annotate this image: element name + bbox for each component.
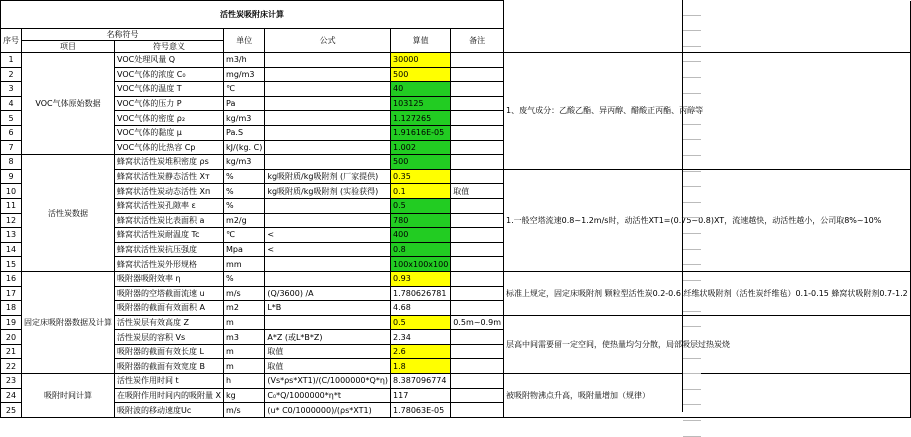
grid-cell <box>683 94 701 110</box>
cell-remark[interactable] <box>451 53 504 68</box>
cell-formula[interactable] <box>265 257 391 272</box>
cell-unit[interactable]: kJ/(kg. C) <box>224 140 265 155</box>
grid-cell <box>683 203 701 219</box>
cell-unit[interactable]: Mpa <box>224 242 265 257</box>
cell-unit[interactable]: m3/h <box>224 53 265 68</box>
cell-formula[interactable]: (Vs*ρs*XT1)/(C/1000000*Q*η) <box>265 374 391 389</box>
cell-formula[interactable]: C₀*Q/1000000*η*t <box>265 388 391 403</box>
grid-cell <box>683 405 701 421</box>
cell-value[interactable]: 100x100x100 <box>391 257 451 272</box>
grid-cell <box>683 47 701 63</box>
cell-meaning[interactable]: 吸附波的移动速度Uc <box>115 403 224 418</box>
header-remark: 备注 <box>451 29 504 53</box>
cell-value[interactable]: 0.5 <box>391 198 451 213</box>
cell-formula[interactable] <box>265 82 391 97</box>
row-number: 7 <box>1 140 22 155</box>
cell-meaning[interactable]: 吸附器的截面有效宽度 B <box>115 359 224 374</box>
row-number: 6 <box>1 125 22 140</box>
cell-value[interactable]: 0.93 <box>391 271 451 286</box>
cell-meaning[interactable]: VOC气体的温度 T <box>115 82 224 97</box>
group-label: 吸附时间计算 <box>22 374 115 418</box>
cell-formula[interactable]: (Q/3600) /A <box>265 286 391 301</box>
cell-meaning[interactable]: VOC气体的比热容 Cp <box>115 140 224 155</box>
cell-meaning[interactable]: 蜂窝状活性炭堆积密度 ρs <box>115 155 224 170</box>
cell-value[interactable]: 2.6 <box>391 344 451 359</box>
grid-cell <box>683 31 701 47</box>
grid-cell <box>683 218 701 234</box>
cell-meaning[interactable]: 蜂窝状活性炭孔隙率 ε <box>115 198 224 213</box>
header-item: 项目 <box>22 41 115 53</box>
cell-unit[interactable]: m2 <box>224 301 265 316</box>
cell-meaning[interactable]: VOC气体的密度 ρ₂ <box>115 111 224 126</box>
cell-unit[interactable]: ℃ <box>224 82 265 97</box>
cell-formula[interactable] <box>265 125 391 140</box>
cell-formula[interactable]: L*B <box>265 301 391 316</box>
cell-formula[interactable]: < <box>265 242 391 257</box>
cell-unit[interactable]: kg <box>224 388 265 403</box>
cell-value[interactable]: 400 <box>391 228 451 243</box>
grid-cell <box>683 374 701 390</box>
cell-formula[interactable]: (u* C0/1000000)/(ρs*XT1) <box>265 403 391 418</box>
cell-meaning[interactable]: VOC气体的浓度 C₀ <box>115 67 224 82</box>
grid-cell <box>683 140 701 156</box>
cell-remark[interactable] <box>451 344 504 359</box>
header-meaning: 符号意义 <box>115 41 224 53</box>
cell-formula[interactable]: < <box>265 228 391 243</box>
cell-remark[interactable] <box>451 155 504 170</box>
row-number: 2 <box>1 67 22 82</box>
cell-formula[interactable] <box>265 96 391 111</box>
group-label: 固定床吸附器数据及计算 <box>22 271 115 373</box>
cell-value[interactable]: 103125 <box>391 96 451 111</box>
cell-formula[interactable]: kg吸附质/kg吸附剂 (实验获得) <box>265 184 391 199</box>
cell-formula[interactable] <box>265 315 391 330</box>
cell-remark[interactable] <box>451 198 504 213</box>
side-note: 被吸附物沸点升高，吸附量增加（规律） <box>504 374 911 418</box>
grid-cell <box>683 156 701 172</box>
sheet-title: 活性炭吸附床计算 <box>1 1 504 29</box>
table-row <box>1 374 911 389</box>
table-row <box>1 315 911 330</box>
cell-unit[interactable]: m/s <box>224 286 265 301</box>
cell-meaning[interactable]: 蜂窝状活性炭动态活性 Xп <box>115 184 224 199</box>
cell-unit[interactable]: % <box>224 198 265 213</box>
cell-value[interactable]: 8.387096774 <box>391 374 451 389</box>
cell-value[interactable]: 1.002 <box>391 140 451 155</box>
group-label: 活性炭数据 <box>22 155 115 272</box>
cell-value[interactable]: 30000 <box>391 53 451 68</box>
cell-value[interactable]: 0.5 <box>391 315 451 330</box>
group-label: VOC气体原始数据 <box>22 53 115 155</box>
cell-value[interactable]: 0.1 <box>391 184 451 199</box>
row-number: 24 <box>1 388 22 403</box>
row-number: 16 <box>1 271 22 286</box>
cell-remark[interactable] <box>451 228 504 243</box>
cell-unit[interactable]: Pa.S <box>224 125 265 140</box>
grid-cell <box>683 250 701 266</box>
cell-value[interactable]: 1.78063E-05 <box>391 403 451 418</box>
header-unit: 单位 <box>224 29 265 53</box>
side-note: 层高中间需要留一定空间，使热量均匀分散，局部吸层过热炭烧 <box>504 315 911 373</box>
row-number: 25 <box>1 403 22 418</box>
row-number: 22 <box>1 359 22 374</box>
cell-remark[interactable] <box>451 374 504 389</box>
grid-cell <box>683 312 701 328</box>
grid-cell <box>683 296 701 312</box>
cell-value[interactable]: 1.91616E-05 <box>391 125 451 140</box>
row-number: 21 <box>1 344 22 359</box>
cell-value[interactable]: 780 <box>391 213 451 228</box>
cell-unit[interactable]: kg/m3 <box>224 155 265 170</box>
cell-remark[interactable] <box>451 271 504 286</box>
grid-cell <box>683 172 701 188</box>
cell-meaning[interactable]: 蜂窝状活性炭耐温度 Tc <box>115 228 224 243</box>
cell-formula[interactable] <box>265 53 391 68</box>
cell-formula[interactable] <box>265 111 391 126</box>
table-body <box>1 53 911 418</box>
grid-cell <box>683 359 701 375</box>
header-value: 算值 <box>391 29 451 53</box>
row-number: 13 <box>1 228 22 243</box>
cell-meaning[interactable]: 吸附器吸附效率 η <box>115 271 224 286</box>
header-seq: 序号 <box>1 29 22 53</box>
cell-meaning[interactable]: 蜂窝状活性炭抗压强度 <box>115 242 224 257</box>
cell-unit[interactable]: m2/g <box>224 213 265 228</box>
row-number: 3 <box>1 82 22 97</box>
cell-meaning[interactable]: 蜂窝状活性炭比表面积 a <box>115 213 224 228</box>
grid-cell <box>683 281 701 297</box>
grid-cell <box>683 265 701 281</box>
cell-remark[interactable] <box>451 82 504 97</box>
side-note: 1、废气成分：乙酸乙酯、异丙醇、醋酸正丙酯、丙醇等 <box>504 53 911 170</box>
row-number: 15 <box>1 257 22 272</box>
cell-meaning[interactable]: 活性炭层的容积 Vs <box>115 330 224 345</box>
cell-unit[interactable]: % <box>224 271 265 286</box>
cell-formula[interactable] <box>265 213 391 228</box>
row-number: 23 <box>1 374 22 389</box>
table-row <box>1 53 911 68</box>
cell-meaning[interactable]: 蜂窝状活性炭静态活性 Xт <box>115 169 224 184</box>
cell-remark[interactable]: 取值 <box>451 184 504 199</box>
cell-value[interactable]: 117 <box>391 388 451 403</box>
cell-value[interactable]: 1.8 <box>391 359 451 374</box>
cell-remark[interactable] <box>451 257 504 272</box>
cell-remark[interactable] <box>451 330 504 345</box>
cell-meaning[interactable]: 吸附器的截面有效面积 A <box>115 301 224 316</box>
cell-meaning[interactable]: 蜂窝状活性炭外形规格 <box>115 257 224 272</box>
cell-formula[interactable]: A*Z (或L*B*Z) <box>265 330 391 345</box>
cell-value[interactable]: 1.780626781 <box>391 286 451 301</box>
grid-cell <box>683 0 701 16</box>
row-number: 18 <box>1 301 22 316</box>
cell-meaning[interactable]: VOC气体的黏度 μ <box>115 125 224 140</box>
cell-meaning[interactable]: VOC处理风量 Q <box>115 53 224 68</box>
cell-remark[interactable]: 0.5m~0.9m <box>451 315 504 330</box>
cell-meaning[interactable]: 吸附器的空塔截面流速 u <box>115 286 224 301</box>
grid-cell <box>683 390 701 406</box>
grid-cell <box>683 234 701 250</box>
cell-unit[interactable]: m/s <box>224 403 265 418</box>
cell-remark[interactable] <box>451 111 504 126</box>
header-name: 名称符号 <box>22 29 224 41</box>
table-row <box>1 169 911 184</box>
grid-cell <box>683 187 701 203</box>
cell-unit[interactable]: kg/m3 <box>224 111 265 126</box>
cell-value[interactable]: 2.34 <box>391 330 451 345</box>
row-number: 14 <box>1 242 22 257</box>
side-note: 标准上规定，固定床吸附剂 颗粒型活性炭0.2-0.6 纤维状吸附剂（活性炭纤维毡）0.1-0.15 蜂窝状吸附剂0.7-1.2 <box>504 271 911 315</box>
cell-remark[interactable] <box>451 96 504 111</box>
cell-value[interactable]: 4.68 <box>391 301 451 316</box>
grid-cell <box>683 343 701 359</box>
row-number: 17 <box>1 286 22 301</box>
grid-cell <box>683 62 701 78</box>
row-number: 20 <box>1 330 22 345</box>
next-column <box>682 0 701 412</box>
cell-unit[interactable]: ℃ <box>224 228 265 243</box>
cell-remark[interactable] <box>451 169 504 184</box>
cell-formula[interactable]: 取值 <box>265 344 391 359</box>
cell-meaning[interactable]: 活性炭作用时间 t <box>115 374 224 389</box>
cell-remark[interactable] <box>451 125 504 140</box>
row-number: 4 <box>1 96 22 111</box>
row-number: 1 <box>1 53 22 68</box>
row-number: 8 <box>1 155 22 170</box>
side-note: 1.一般空塔流速0.8~1.2m/s时，动活性XT1=(0.75~0.8)XT，流速越快，动活性越小，公司取8%~10% <box>504 169 911 271</box>
cell-remark[interactable] <box>451 403 504 418</box>
grid-cell <box>683 109 701 125</box>
cell-formula[interactable] <box>265 271 391 286</box>
cell-value[interactable]: 500 <box>391 155 451 170</box>
cell-value[interactable]: 1.127265 <box>391 111 451 126</box>
row-number: 12 <box>1 213 22 228</box>
cell-remark[interactable] <box>451 301 504 316</box>
row-number: 10 <box>1 184 22 199</box>
cell-formula[interactable] <box>265 140 391 155</box>
grid-cell <box>683 78 701 94</box>
cell-remark[interactable] <box>451 67 504 82</box>
grid-cell <box>683 125 701 141</box>
cell-unit[interactable]: Pa <box>224 96 265 111</box>
cell-unit[interactable]: h <box>224 374 265 389</box>
cell-unit[interactable]: mg/m3 <box>224 67 265 82</box>
cell-meaning[interactable]: 活性炭层有效高度 Z <box>115 315 224 330</box>
row-number: 9 <box>1 169 22 184</box>
grid-cell <box>683 327 701 343</box>
cell-unit[interactable]: % <box>224 169 265 184</box>
cell-meaning[interactable]: 吸附器的截面有效长度 L <box>115 344 224 359</box>
cell-remark[interactable] <box>451 140 504 155</box>
row-number: 19 <box>1 315 22 330</box>
cell-unit[interactable]: m <box>224 315 265 330</box>
note-empty <box>504 1 911 53</box>
cell-remark[interactable] <box>451 388 504 403</box>
cell-unit[interactable]: m <box>224 359 265 374</box>
cell-value[interactable]: 0.8 <box>391 242 451 257</box>
cell-unit[interactable]: m <box>224 344 265 359</box>
cell-remark[interactable] <box>451 242 504 257</box>
cell-unit[interactable]: % <box>224 184 265 199</box>
cell-meaning[interactable]: VOC气体的压力 P <box>115 96 224 111</box>
cell-unit[interactable]: mm <box>224 257 265 272</box>
cell-formula[interactable] <box>265 198 391 213</box>
table-row <box>1 271 911 286</box>
cell-formula[interactable] <box>265 67 391 82</box>
cell-meaning[interactable]: 在吸附作用时间内的吸附量 X <box>115 388 224 403</box>
row-number: 5 <box>1 111 22 126</box>
grid-cell <box>683 16 701 32</box>
cell-value[interactable]: 500 <box>391 67 451 82</box>
row-number: 11 <box>1 198 22 213</box>
cell-remark[interactable] <box>451 213 504 228</box>
cell-formula[interactable]: kg吸附质/kg吸附剂 (厂家提供) <box>265 169 391 184</box>
cell-value[interactable]: 0.35 <box>391 169 451 184</box>
header-formula: 公式 <box>265 29 391 53</box>
cell-formula[interactable]: 取值 <box>265 359 391 374</box>
cell-remark[interactable] <box>451 286 504 301</box>
cell-value[interactable]: 40 <box>391 82 451 97</box>
cell-unit[interactable]: m3 <box>224 330 265 345</box>
grid-cell <box>683 421 701 437</box>
cell-remark[interactable] <box>451 359 504 374</box>
cell-formula[interactable] <box>265 155 391 170</box>
